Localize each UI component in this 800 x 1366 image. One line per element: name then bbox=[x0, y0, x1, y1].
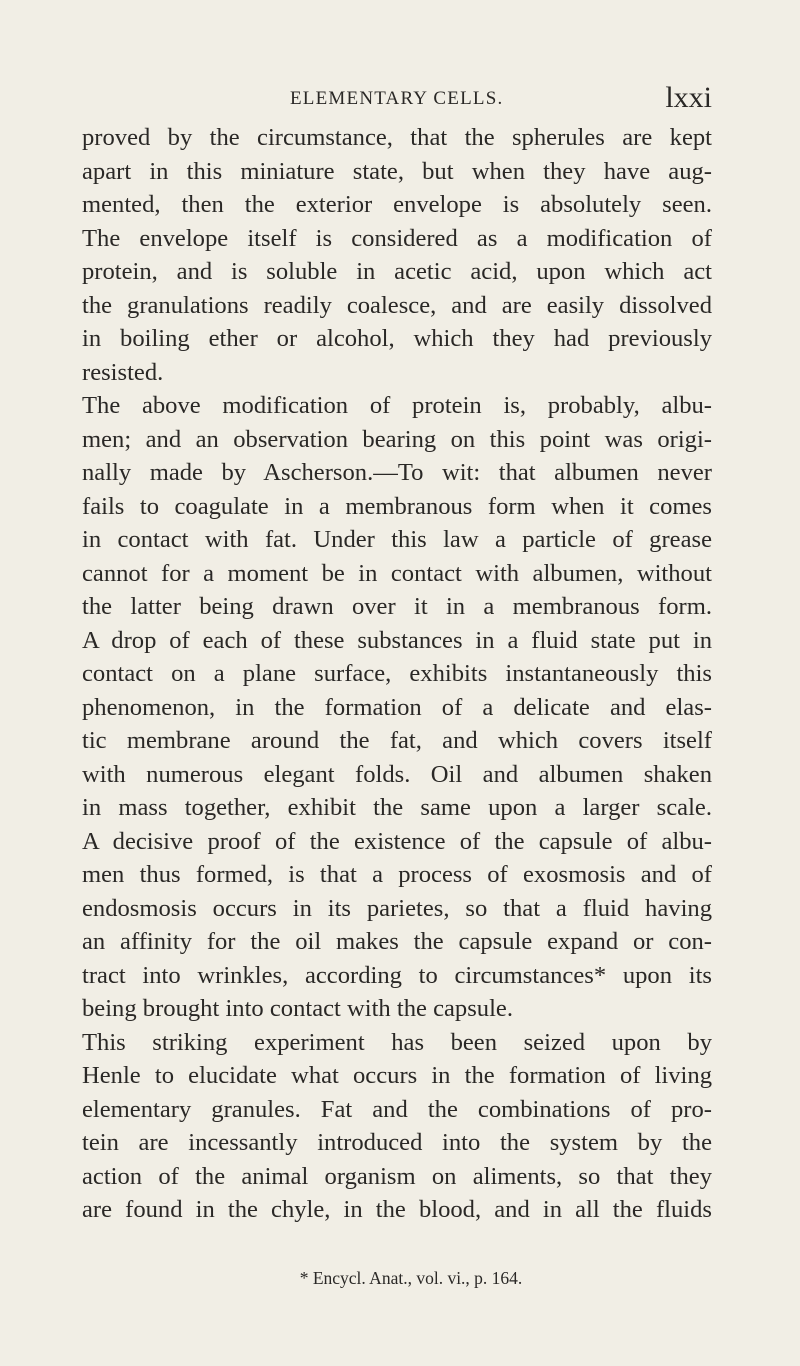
text-line: the latter being drawn over it in a membranous form. bbox=[82, 593, 712, 620]
text-line: are found in the chyle, in the blood, and in all the fluids bbox=[82, 1196, 712, 1223]
text-line: in mass together, exhibit the same upon a larger scale. bbox=[82, 794, 712, 821]
text-line: tic membrane around the fat, and which covers itself bbox=[82, 727, 712, 754]
text-line: mented, then the exterior envelope is absolutely seen. bbox=[82, 191, 712, 218]
text-line: cannot for a moment be in contact with albumen, without bbox=[82, 559, 712, 587]
text-line: the granulations readily coalesce, and are easily dissolved bbox=[82, 291, 712, 319]
text-line: nally made by Ascherson.—To wit: that albumen never bbox=[82, 459, 712, 486]
text-line: endosmosis occurs in its parietes, so that a fluid having bbox=[82, 894, 712, 922]
text-line: being brought into contact with the capsule. bbox=[82, 995, 513, 1022]
text-line: Henle to elucidate what occurs in the formation of living bbox=[82, 1062, 712, 1089]
text-line: with numerous elegant folds. Oil and albumen shaken bbox=[82, 760, 712, 788]
text-line: fails to coagulate in a membranous form when it comes bbox=[82, 492, 712, 520]
text-line: men; and an observation bearing on this point was origi- bbox=[82, 425, 712, 453]
text-line: tein are incessantly introduced into the system by the bbox=[82, 1129, 712, 1156]
text-line: apart in this miniature state, but when they have aug- bbox=[82, 157, 712, 185]
body-text bbox=[82, 121, 712, 1227]
text-line: tract into wrinkles, according to circumstances* upon its bbox=[82, 961, 712, 989]
text-line: elementary granules. Fat and the combinations of pro- bbox=[82, 1095, 712, 1123]
text-line: in boiling ether or alcohol, which they had previously bbox=[82, 325, 712, 352]
text-line: A decisive proof of the existence of the capsule of albu- bbox=[82, 827, 712, 855]
running-head bbox=[82, 81, 712, 114]
text-line: protein, and is soluble in acetic acid, upon which act bbox=[82, 258, 712, 285]
text-line: contact on a plane surface, exhibits instantaneously this bbox=[82, 660, 712, 687]
running-title: ELEMENTARY CELLS. bbox=[290, 88, 504, 109]
text-line: The above modification of protein is, probably, albu- bbox=[82, 392, 712, 419]
footnote bbox=[0, 1266, 800, 1290]
text-line: This striking experiment has been seized upon by bbox=[82, 1028, 712, 1056]
text-line: in contact with fat. Under this law a particle of grease bbox=[82, 526, 712, 553]
text-line: A drop of each of these substances in a fluid state put in bbox=[82, 626, 712, 654]
footnote-text: * Encycl. Anat., vol. vi., p. 164. bbox=[299, 1268, 523, 1288]
text-line: men thus formed, is that a process of exosmosis and of bbox=[82, 861, 712, 888]
text-line: The envelope itself is considered as a modification of bbox=[82, 224, 712, 252]
text-line: an affinity for the oil makes the capsule expand or con- bbox=[82, 928, 712, 955]
text-line: phenomenon, in the formation of a delicate and elas- bbox=[82, 693, 712, 721]
text-line: proved by the circumstance, that the spherules are kept bbox=[82, 124, 712, 151]
page-number: lxxi bbox=[665, 81, 712, 114]
text-line: action of the animal organism on aliments, so that they bbox=[82, 1162, 712, 1190]
text-line: resisted. bbox=[82, 358, 164, 386]
